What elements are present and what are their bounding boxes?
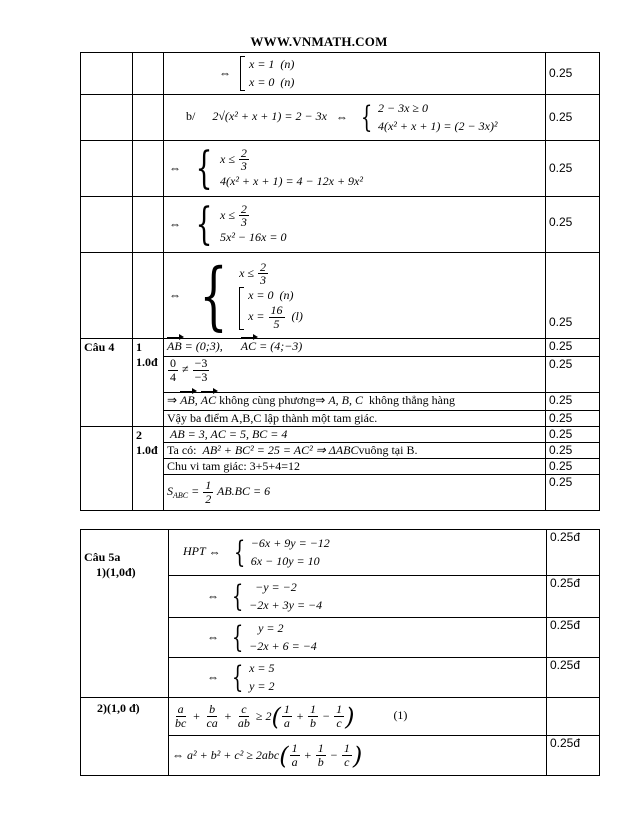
part-label: b/ xyxy=(186,109,196,124)
table-row: $S_{ABC}$ = $\frac{1}{2}$ AB.BC = 6 0.25 xyxy=(81,475,600,511)
site-header: WWW.VNMATH.COM xyxy=(250,34,388,49)
math-cell: $\frac{a}{bc}$ + $\frac{b}{ca}$ + $\frac{c}{ab}$ ≥ 2( $\frac{1}{a}$ + $\frac{1}{b}$ − $\frac{1}{c}$ ) (1) xyxy=(169,698,547,736)
table-row: ⇔ { −y = −2 −2x + 3y = −4 0.25đ xyxy=(81,576,600,618)
table-row: ⇒ AB, AC không cùng phương⇒ A, B, C không thẳng hàng 0.25 xyxy=(81,393,600,411)
perimeter-text: Chu vi tam giác: 3+5+4=12 xyxy=(167,459,300,473)
question-label: Câu 5a xyxy=(84,550,121,564)
math-cell: ⇔ { x ≤ $\frac{2}{3}$ 5x² − 16x = 0 xyxy=(164,197,546,253)
table-row: ⇔ { x ≤ $\frac{2}{3}$ 4(x² + x + 1) = 4 − 12x + 9x² 0.25 xyxy=(81,141,600,197)
math-cell: $\frac{0}{4}$ ≠ $\frac{-3}{-3}$ xyxy=(164,357,546,393)
math-cell: ⇔ a² + b² + c² ≥ 2abc( $\frac{1}{a}$ + $\frac{1}{b}$ − $\frac{1}{c}$ ) xyxy=(169,736,547,776)
math-cell: ⇔ { x ≤ $\frac{2}{3}$ 4(x² + x + 1) = 4 − 12x + 9x² xyxy=(164,141,546,197)
math-cell: Ta có: AB² + BC² = 25 = AC² ⇒ ΔABCvuông tại B. xyxy=(164,443,546,459)
table-row: ⇔ { y = 2 −2x + 6 = −4 0.25đ xyxy=(81,618,600,658)
math-cell: ⇔ { x = 5 y = 2 xyxy=(169,658,547,698)
math-cell: ⇔ { x ≤ $\frac{2}{3}$ x = 0 (n) x = $\frac{16}{5}$ (l) xyxy=(164,253,546,339)
table-row: ⇔ { x = 5 y = 2 0.25đ xyxy=(81,658,600,698)
score: 0.25 xyxy=(549,66,573,80)
table-row: 2)(1,0 đ) $\frac{a}{bc}$ + $\frac{b}{ca}$ + $\frac{c}{ab}$ ≥ 2( $\frac{1}{a}$ + $\frac{1}{b}$ − $\frac{1}{c}$ ) (1) xyxy=(81,698,600,736)
table-row: Ta có: AB² + BC² = 25 = AC² ⇒ ΔABCvuông tại B. 0.25 xyxy=(81,443,600,459)
math-cell: b/ 2√(x² + x + 1) = 2 − 3x ⇔ { 2 − 3x ≥ 0 4(x² + x + 1) = (2 − 3x)² xyxy=(164,95,546,141)
answer-table-bottom xyxy=(80,529,600,776)
table-row: $\frac{0}{4}$ ≠ $\frac{-3}{-3}$ 0.25 xyxy=(81,357,600,393)
table-row: Chu vi tam giác: 3+5+4=12 0.25 xyxy=(81,459,600,475)
table-row: b/ 2√(x² + x + 1) = 2 − 3x ⇔ { 2 − 3x ≥ 0 4(x² + x + 1) = (2 − 3x)² 0.25 xyxy=(81,95,600,141)
math-cell: AB = (0;3), AC = (4;−3) xyxy=(164,339,546,357)
table-row: ⇔ { x ≤ $\frac{2}{3}$ 5x² − 16x = 0 0.25 xyxy=(81,197,600,253)
math-cell: $S_{ABC}$ = $\frac{1}{2}$ AB.BC = 6 xyxy=(164,475,546,511)
math-cell: AB = 3, AC = 5, BC = 4 xyxy=(164,427,546,443)
math-cell: ⇔ { −y = −2 −2x + 3y = −4 xyxy=(169,576,547,618)
math-cell: ⇔ x = 1 (n) x = 0 (n) xyxy=(164,53,546,95)
table-row: ⇔ a² + b² + c² ≥ 2abc( $\frac{1}{a}$ + $\frac{1}{b}$ − $\frac{1}{c}$ ) 0.25đ xyxy=(81,736,600,776)
table-row: ⇔ { x ≤ $\frac{2}{3}$ x = 0 (n) x = $\frac{16}{5}$ (l) 0.25 xyxy=(81,253,600,339)
table-row xyxy=(81,53,600,95)
math-cell: HPT ⇔ { −6x + 9y = −12 6x − 10y = 10 xyxy=(169,530,547,576)
math-cell: ⇒ AB, AC không cùng phương⇒ A, B, C không thẳng hàng xyxy=(164,393,546,411)
conclusion-text: Vậy ba điểm A,B,C lập thành một tam giác. xyxy=(167,411,378,425)
table-row: 2 1.0đ AB = 3, AC = 5, BC = 4 0.25 xyxy=(81,427,600,443)
table-row: Câu 5a 1)(1,0đ) HPT ⇔ { −6x + 9y = −12 6x − 10y = 10 0.25đ xyxy=(81,530,600,576)
table-row: Câu 4 1 1.0đ AB = (0;3), AC = (4;−3) 0.25 xyxy=(81,339,600,357)
table-row: Vậy ba điểm A,B,C lập thành một tam giác. 0.25 xyxy=(81,411,600,427)
math-cell: ⇔ { y = 2 −2x + 6 = −4 xyxy=(169,618,547,658)
question-label: Câu 4 xyxy=(84,340,115,354)
answer-table-top xyxy=(80,52,600,511)
